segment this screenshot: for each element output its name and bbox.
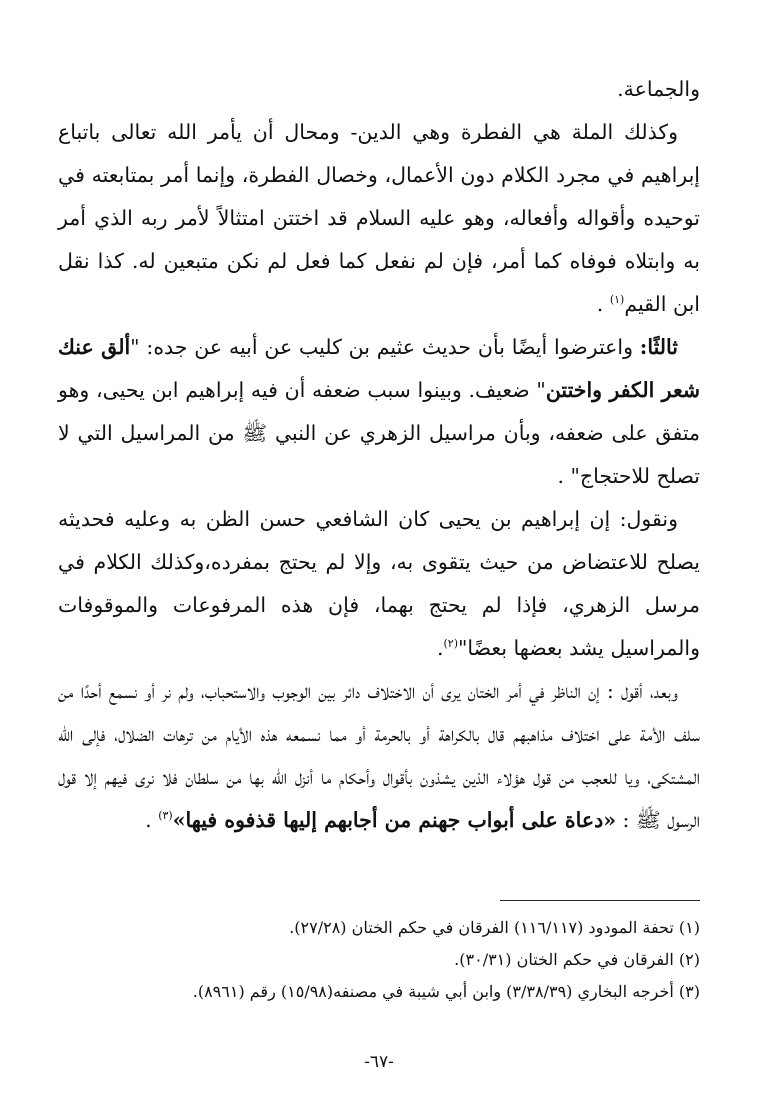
page-number: -٦٧- [364, 1052, 394, 1072]
paragraph-3-text-b: " ضعيف. وبينوا سبب ضعفه أن فيه إبراهيم ابن يحيى، وهو متفق على ضعفه، وبأن مراسيل الزهري عن النبي ﷺ من المراسيل التي لا تصلح للاحتجاج" . [58, 378, 700, 488]
paragraph-5 [58, 670, 700, 842]
paragraph-4 [58, 498, 700, 670]
hadith-quote: ألق عنك شعر الكفر واختتن [58, 335, 701, 402]
paragraph-4-end: . [436, 636, 444, 660]
footnote-3: (٣) أخرجه البخاري (٣/٣٨/٣٩) وابن أبي شيبة في مصنفه(١٥/٩٨) رقم (٨٩٦١). [192, 982, 700, 1001]
paragraph-2 [58, 111, 700, 326]
paragraph-5-end: . [145, 808, 152, 832]
prophetic-quote: «دعاة على أبواب جهنم من أجابهم إليها قذفوه فيها» [172, 808, 617, 832]
paragraph-1-text: والجماعة. [617, 77, 700, 101]
main-text [58, 68, 700, 842]
footnote-ref-2: (٢) [443, 637, 458, 651]
section-label-third: ثالثًا: [639, 335, 678, 359]
paragraph-2-end: . [596, 292, 604, 316]
footnote-divider [500, 900, 700, 901]
paragraph-5-text: وبعد، أقول : إن الناظر في أمر الختان يرى أن الاختلاف دائر بين الوجوب والاستحباب، ولم نر أو نسمع أحدًا من سلف الأمة على اختلاف مذاهبهم قال بالكراهة أو بالحرمة أو مما نسمعه هذه الأيام من ترهات الضلال، فإلى الله المشتكى، ويا للعجب من قول هؤلاء الذين يشذون بأقوال وأحكام ما أنزل الله بها من سلطان فلا نرى فيهم إلا قول الرسول ﷺ : [58, 679, 700, 832]
footnote-ref-3: (٣) [158, 809, 173, 823]
paragraph-4-text: ونقول: إن إبراهيم بن يحيى كان الشافعي حسن الظن به وعليه فحديثه يصلح للاعتضاض من حيث يتقوى به، وإلا لم يحتج بمفرده،وكذلك الكلام في مرسل الزهري، فإذا لم يحتج بهما، فإن هذه المرفوعات والموقوفات والمراسيل يشد بعضها بعضًا" [58, 507, 700, 660]
page-body [58, 68, 700, 842]
paragraph-1 [58, 68, 700, 111]
footnote-1: (١) تحفة المودود (١١٦/١١٧) الفرقان في حكم الختان (٢٧/٢٨). [289, 918, 700, 937]
paragraph-2-text: وكذلك الملة هي الفطرة وهي الدين- ومحال أن يأمر الله تعالى باتباع إبراهيم في مجرد الكلام دون الأعمال، وخصال الفطرة، وإنما أمر بمتابعته في توحيده وأقواله وأفعاله، وهو عليه السلام قد اختتن امتثالاً لأمر ربه الذي أمر به وابتلاه فوفاه كما أمر، فإن لم نفعل كما فعل لم نكن متبعين له. كذا نقل ابن القيم [58, 120, 700, 316]
footnote-2: (٢) الفرقان في حكم الختان (٣٠/٣١). [454, 950, 700, 969]
footnotes [58, 912, 700, 1008]
paragraph-3 [58, 326, 700, 498]
footnote-ref-1: (١) [609, 293, 625, 307]
paragraph-3-text-a: واعترضوا أيضًا بأن حديث عثيم بن كليب عن أبيه عن جده: " [130, 335, 633, 359]
